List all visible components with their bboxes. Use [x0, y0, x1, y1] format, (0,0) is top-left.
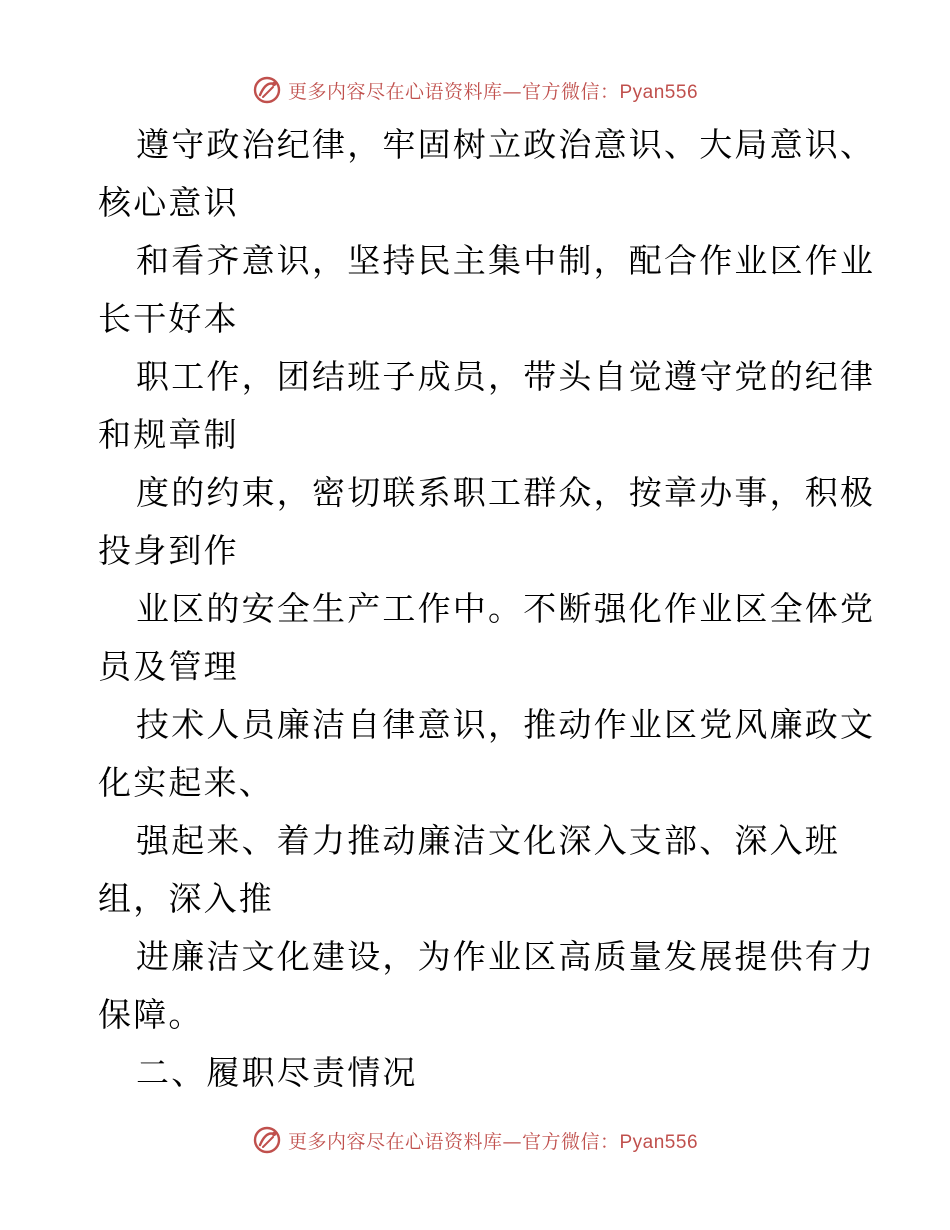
- paragraph-line: 化实起来、: [98, 763, 274, 802]
- paragraph-line: 员及管理: [98, 647, 239, 686]
- paragraph-line: 和规章制: [98, 415, 239, 454]
- paragraph-line: 技术人员廉洁自律意识，推动作业区党风廉政文: [136, 705, 876, 744]
- document-body: [98, 116, 876, 1102]
- paragraph-line: 进廉洁文化建设，为作业区高质量发展提供有力: [136, 937, 876, 976]
- section-heading: 二、履职尽责情况: [136, 1053, 418, 1092]
- paragraph-line: 度的约束，密切联系职工群众，按章办事，积极: [136, 473, 876, 512]
- paragraph-line: 业区的安全生产工作中。不断强化作业区全体党: [136, 589, 876, 628]
- header-watermark: [0, 72, 950, 108]
- watermark-text: 更多内容尽在心语资料库—官方微信：Pyan556: [287, 1130, 699, 1153]
- logo-icon: [252, 75, 282, 105]
- paragraph-line: 职工作，团结班子成员，带头自觉遵守党的纪律: [136, 357, 876, 396]
- paragraph-line: 投身到作: [98, 531, 239, 570]
- paragraph-line: 长干好本: [98, 299, 239, 338]
- paragraph-line: 核心意识: [98, 183, 239, 222]
- paragraph-line: 强起来、着力推动廉洁文化深入支部、深入班: [136, 821, 840, 860]
- paragraph-line: 遵守政治纪律，牢固树立政治意识、大局意识、: [136, 125, 876, 164]
- paragraph-line: 组，深入推: [98, 879, 274, 918]
- logo-icon: [252, 1125, 282, 1155]
- paragraph-line: 和看齐意识，坚持民主集中制，配合作业区作业: [136, 241, 876, 280]
- watermark-text: 更多内容尽在心语资料库—官方微信：Pyan556: [287, 80, 699, 103]
- paragraph-line: 保障。: [98, 995, 204, 1034]
- footer-watermark: [0, 1122, 950, 1158]
